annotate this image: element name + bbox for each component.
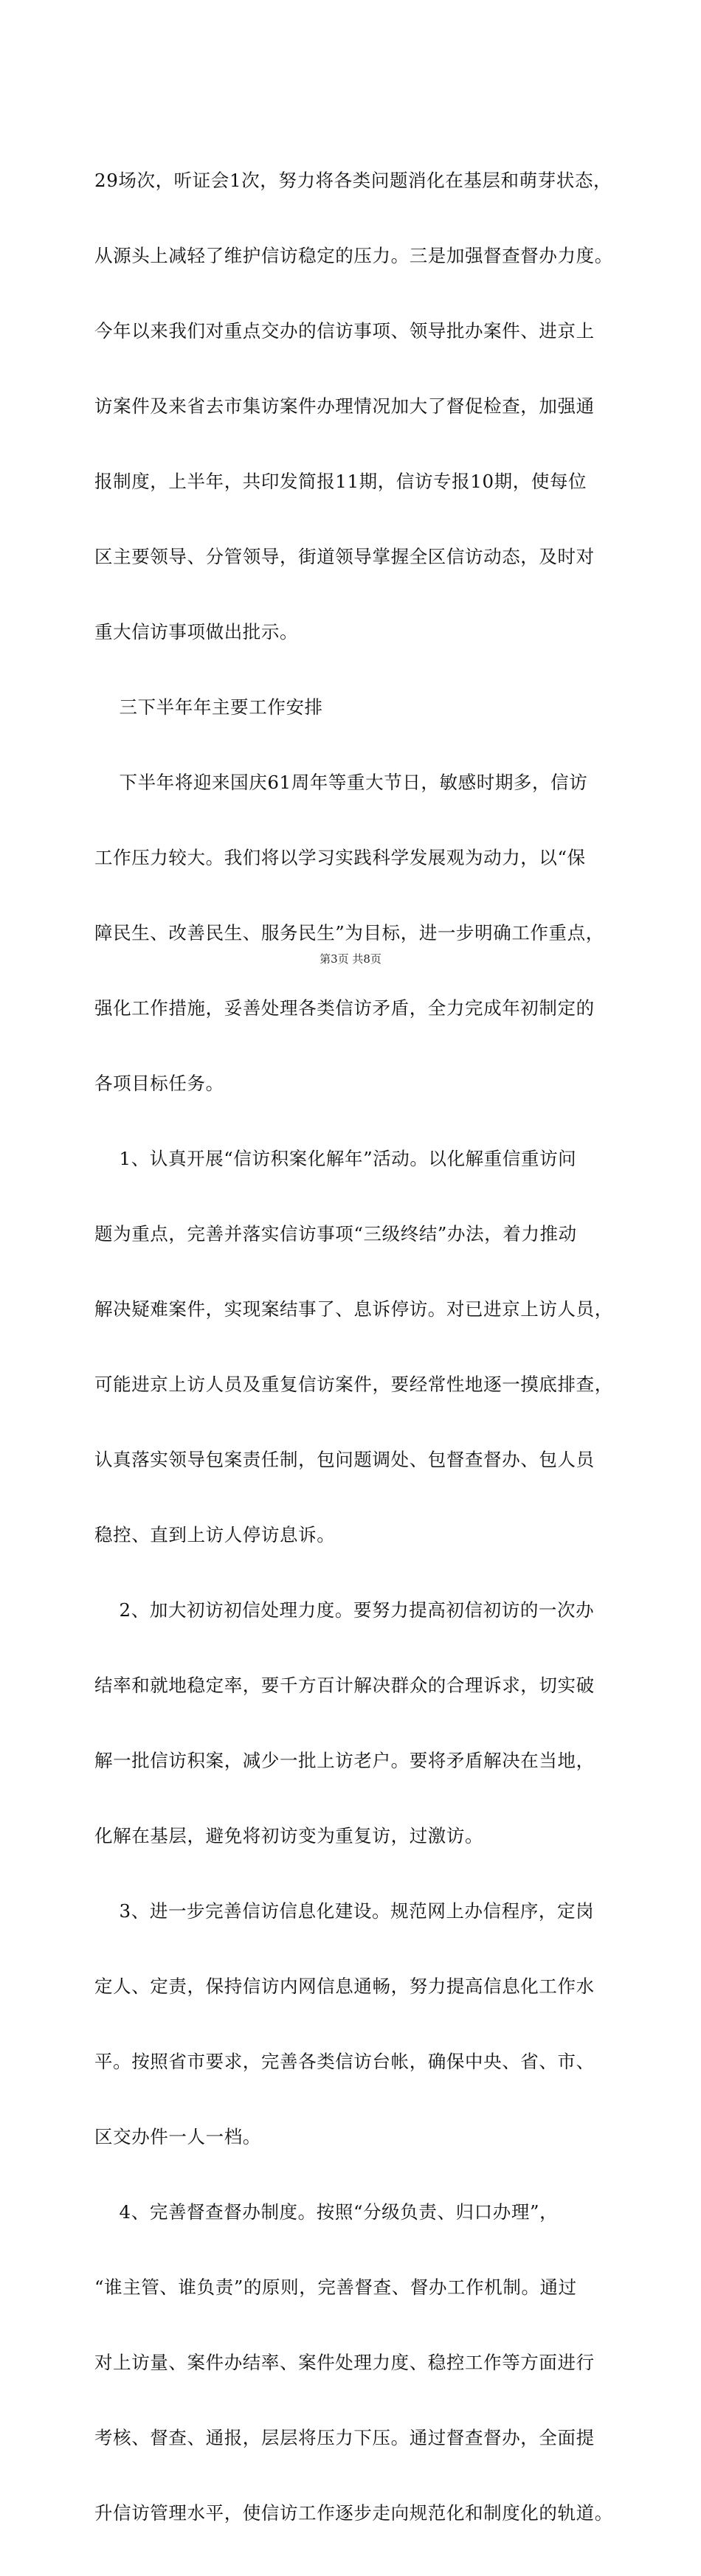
text-line: 区主要领导、分管领导，街道领导掌握全区信访动态，及时对 [94,546,595,567]
text-line: 2、加大初访初信处理力度。要努力提高初信初访的一次办 [94,1599,595,1621]
text-line: 下半年将迎来国庆61周年等重大节日，敏感时期多，信访 [94,772,588,793]
text-line: 工作压力较大。我们将以学习实践科学发展观为动力，以“保 [94,847,586,868]
text-line: 区交办件一人一档。 [94,2126,261,2147]
text-line: 结率和就地稳定率，要千方百计解决群众的合理诉求，切实破 [94,1675,595,1696]
text-line: 1、认真开展“信访积案化解年”活动。以化解重信重访问 [94,1148,577,1169]
text-line: 重大信访事项做出批示。 [94,621,299,643]
text-line: 解决疑难案件，实现案结事了、息诉停访。对已进京上访人员， [94,1298,613,1320]
text-line: 考核、督查、通报，层层将压力下压。通过督查督办，全面提 [94,2427,595,2448]
text-line: 障民生、改善民生、服务民生”为目标，进一步明确工作重点， [94,922,604,944]
text-line: 升信访管理水平，使信访工作逐步走向规范化和制度化的轨道。 [94,2502,613,2524]
text-line: “谁主管、谁负责”的原则，完善督查、督办工作机制。通过 [94,2276,577,2298]
text-line: 3、进一步完善信访信息化建设。规范网上办信程序，定岗 [94,1900,595,1922]
text-line: 化解在基层，避免将初访变为重复访，过激访。 [94,1825,484,1846]
text-line: 平。按照省市要求，完善各类信访台帐，确保中央、省、市、 [94,2051,595,2072]
text-line: 报制度，上半年，共印发简报11期，信访专报10期，使每位 [94,471,587,492]
text-line: 可能进京上访人员及重复信访案件，要经常性地逐一摸底排查， [94,1374,613,1395]
text-line: 今年以来我们对重点交办的信访事项、领导批办案件、进京上 [94,320,595,342]
text-line: 题为重点，完善并落实信访事项“三级终结”办法，着力推动 [94,1223,577,1244]
text-line: 稳控、直到上访人停访息诉。 [94,1524,336,1545]
text-line: 定人、定责，保持信访内网信息通畅，努力提高信息化工作水 [94,1976,595,1997]
text-line: 访案件及来省去市集访案件办理情况加大了督促检查，加强通 [94,395,595,417]
text-line: 29场次，听证会1次，努力将各类问题消化在基层和萌芽状态， [94,170,612,191]
body-text [94,118,611,2576]
text-line: 认真落实领导包案责任制，包问题调处、包督查督办、包人员 [94,1449,595,1470]
page-number-footer: 第3页 共8页 [320,952,381,966]
text-line: 4、完善督查督办制度。按照“分级负责、归口办理”， [94,2201,559,2223]
text-line: 各项目标任务。 [94,1073,224,1094]
text-line: 强化工作措施，妥善处理各类信访矛盾，全力完成年初制定的 [94,997,595,1019]
text-line: 从源头上减轻了维护信访稳定的压力。三是加强督查督办力度。 [94,245,613,266]
text-line: 解一批信访积案，减少一批上访老户。要将矛盾解决在当地， [94,1750,595,1771]
section-heading: 三下半年年主要工作安排 [94,696,323,718]
text-line: 对上访量、案件办结率、案件处理力度、稳控工作等方面进行 [94,2352,595,2373]
